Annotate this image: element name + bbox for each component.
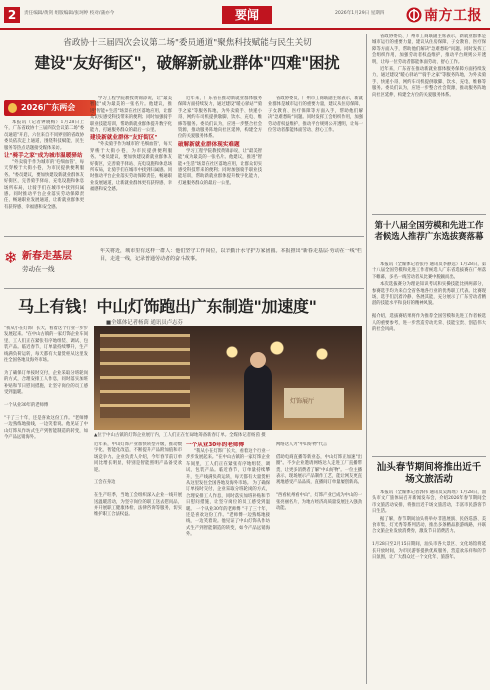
feature-left-col: "我从小在灯饰厂长大，看着这个行业一步步发展起来。"在中山古镇的一家灯饰企业车间里，工人们正在紧张有序地组装、调试、包装产品。临近春节，订单量持续攀升，生产线满负荷运转，每天都有大量货柜从这里发往全国各地及海外市场。 为了确保订单按时交付，企业采取分班轮岗的方式，合理安排工人作息，同时落实加班补贴和节日慰问措施，让坚守岗位的员工感受到温暖。 一个从业30年的老师傅 "干了三十年，还是喜欢这份工作。"老师傅一边熟练地接线，一边笑着说。他见证了中山灯饰从作坊式生产到智能制造的转变，如今产品远销海外。 [4, 326, 88, 440]
top-story-text1: "外卖骑手作为城市的'毛细血管'，每天穿梭于大街小巷，为市民提供便利服务。"委员建议，要加快建设新就业群体友好街区，完善骑手驿站、充电设施和休息场所布局，让骑手们在城市中找到归属感。同时推动平台企业落实劳动保障责任，畅通职业发展通道，让新就业群体更有获得感、幸福感和安全感。 [4, 160, 84, 210]
top-story-col4 [268, 96, 363, 232]
side-a-body [372, 262, 486, 452]
photo-label: 灯饰展厅 [290, 398, 315, 405]
vertical-divider [366, 34, 367, 684]
display-shelf [100, 334, 190, 418]
top-story-text2: 学习工程学院教授黄锦添说，让"最美智能"成为最美的一张名片。他建议，推进"智能+生活"场景在社区落地应用，让群众切实感受科技带来的便利；同时加强骑手职业技能培训，帮助新就业群体提升数字化能力，打通服务群众的最后一公里。 [90, 96, 172, 134]
trade-union-emblem-icon [406, 7, 422, 23]
top-story-sub1: 让"骑手之家"成为城市温暖驿站 [4, 153, 83, 160]
top-story-bottom-rule [4, 236, 364, 237]
feature-mid-text: "我从小在灯饰厂长大，看着这个行业一步步发展起来。"在中山古镇的一家灯饰企业车间里，工人们正在紧张有序地组装、调试、包装产品。临近春节，订单量持续攀升，生产线满负荷运转，每天都有大量货柜从这里发往全国各地及海外市场。 为了确保订单按时交付，企业采取分班轮岗的方式，合理安排工人作息，同时落实加班补贴和节日慰问措施，让坚守岗位的员工感受到温暖。 一个从业30年的老师傅 "干了三十年，还是喜欢这份工作。"老师傅一边熟练地接线，一边笑着说。他见证了中山灯饰从作坊式生产到智能制造的转变，如今产品远销海外。 [186, 449, 270, 538]
worker-head [250, 352, 266, 368]
brand-name: 南方工报 [424, 8, 482, 24]
lamp-cluster [202, 332, 352, 372]
top-story-sub2: 建设新就业群体"友好街区" [90, 135, 158, 142]
photo-caption: ▲位于中山古镇的灯饰企业展厅内，工人们正在忙碌地筹备新春订单。全媒体记者杨茵 摄 [94, 433, 266, 438]
top-story-text3b: 学习工程学院教授黄锦添说，让"最美智能"成为最美的一张名片。他建议，推进"智能+生活"场景在社区落地应用，让群众切实感受科技带来的便利；同时加强骑手职业技能培训，帮助新就业群体提升数字化能力，打通服务群众的最后一公里。 [178, 148, 262, 186]
side-a-text: 本次选拔赛分为理论知识考试和实操技能比拼两部分，参赛选手均为来自全省各地各行业的优秀职工代表。比赛现场，选手们沉着冷静、各展其能，充分展示了广东劳动者精湛的技能水平和良好的精神风貌。 据介绍，选拔赛结果将作为推荐全国劳模和先进工作者候选人的重要参考，进一步营造劳动光荣、技能宝贵、创造伟大的社会风尚。 [372, 282, 486, 333]
side-a-byline: 本报讯（全媒体记者张丹 通讯员李静远）1月28日，第十八届全国劳模和先进工作者候选人广东省选拔赛在广州落下帷幕，多名一线劳动者从比赛中脱颖而出。 [372, 262, 486, 280]
right-rail-top [372, 34, 486, 210]
banner-text: 2026广东两会 [21, 103, 76, 112]
page-header [0, 0, 490, 32]
right-rail-rule2 [372, 456, 486, 457]
top-story-text2b: "外卖骑手作为城市的'毛细血管'，每天穿梭于大街小巷，为市民提供便利服务。"委员建议，要加快建设新就业群体友好街区，完善骑手驿站、充电设施和休息场所布局，让骑手们在城市中找到归属感。同时推动平台企业落实劳动保障责任，畅通职业发展通道，让新就业群体更有获得感、幸福感和安全感。 [90, 142, 172, 193]
logo-line1: 新春走基层 [22, 251, 72, 262]
top-story-byline: 本报讯（记者钟晓梅）1月28日上午，广东省政协十三届四次会议第二场"委员通道"开启，六位来自不同界别的省政协委员依次走上通道，围绕科技赋能、民生服务等热点话题接受媒体采访。 [4, 120, 84, 151]
side-b-body [372, 490, 486, 686]
feature-sub1: 一个从业30年的老师傅 [186, 442, 245, 448]
top-story-col2 [90, 96, 172, 232]
feature-headline: 马上有钱！中山灯饰跑出广东制造"加速度" [18, 297, 317, 316]
feature-mid-col2 [186, 442, 270, 686]
two-sessions-banner [4, 100, 96, 116]
top-story-headline: 建设"友好街区"，破解新就业群体"四难"困扰 [34, 53, 340, 72]
top-story-col1 [4, 120, 84, 232]
logo-line2: 劳动在一线 [22, 265, 55, 273]
top-story-kicker: 省政协十三届四次会议第二场"委员通道"聚焦科技赋能与民生关切 [63, 38, 312, 48]
top-story-sub3: 破解新就业群体现实难题 [178, 141, 240, 148]
page-number: 2 [4, 7, 20, 23]
side-b-byline: 本报讯（全媒体记者郭伟 通讯员吴海瑶）1月28日，汕头市文广旅体局召开新闻发布会，介绍2026年春节期间全市文旅活动安排，将推出近千场文旅活动，丰富市民游客节日生活。 [372, 490, 486, 515]
snowflake-icon: ❄ [4, 248, 18, 267]
header-rule [0, 28, 490, 30]
feature-lead-rule [4, 288, 364, 289]
feature-column-logo [4, 242, 84, 282]
feature-mid-col3: 网络达人为"中山好物"代言 借助电商直播等新业态，中山灯饰正加速"出圈"。不少企业邀请网络达人走进工厂直播带货，让更多消费者了解"中山好物"。一位主播表示，现场展示产品制作工艺，能让网友更直观地感受产品品质，直播间订单量屡创新高。 "西看杭州看中山"，灯饰产业已成为中山的一张亮丽名片，为地方经济高质量发展注入强劲动能。 [276, 442, 362, 512]
right-rail-text: 省政协委员、广州市工商联副主席表示，新就业群体是城市运行的重要力量，建议从住房保障、子女教育、医疗保障等方面入手，帮助他们解决"急难愁盼"问题。同时发挥工会组织作用，加强劳动者权益维护，推动平台规则公开透明，让每一位劳动者都能体面劳动、舒心工作。 [372, 34, 486, 65]
feature-mid-col1: 近年来，中山灯饰产业加快转型升级，推动数字化、智能化改造，不断提升产品附加值和市场竞争力。企业负责人介绍，今年春节前订单同比增长明显，特别是智能照明产品备受欢迎。 工会在身边 在生产旺季，当地工会组织深入企业一线开展送温暖活动，为坚守岗位的职工送去慰问品，并开展职工健康体检、法律咨询等服务，切实维护职工合法权益。 [94, 442, 182, 518]
issue-date: 2026年1月29日 星期四 [335, 11, 385, 16]
right-rail-text2: 近年来，广东省在推动新就业群体服务保障方面持续发力，通过建设"暖心驿站""骑手之家"等服务阵地，为外卖骑手、快递小哥、网约车司机提供歇脚、饮水、充电、维修等服务。委员们认为，应进一步整合社会资源，推动服务阵地向社区延伸，构建全方位的关爱服务体系。 [372, 67, 486, 98]
side-b-text: 据了解，春节期间汕头将举办非遗展演、民俗巡游、美食市集、灯光秀等系列活动，推出多条精品旅游线路，并联合文旅企业发放消费券，激发节日消费活力。 1月28日至2月15日期间，汕头市各大景区、文化场馆将延长开放时间，为市民游客提供优质服务，营造欢乐祥和的节日氛围，让广大群众过一个文化年、旅游年。 [372, 516, 486, 561]
feature-byline: ■全媒体记者杨茵 通讯员卢志芬 [106, 320, 183, 326]
side-a-headline: 第十八届全国劳模和先进工作者候选人推荐广东选拔赛落幕 [374, 220, 484, 241]
top-story-text3: 近年来，广东省在推动新就业群体服务保障方面持续发力，通过建设"暖心驿站""骑手之家"等服务阵地，为外卖骑手、快递小哥、网约车司机提供歇脚、饮水、充电、维修等服务。委员们认为，应进一步整合社会资源，推动服务阵地向社区延伸，构建全方位的关爱服务体系。 [178, 96, 262, 140]
feature-lead: 年关将近，城市里有这样一群人：他们坚守工作岗位，以辛勤汗水守护万家团圆。本报推出"新春走基层·劳动在一线"栏目，走进一线，记录普通劳动者的奋斗故事。 [100, 248, 362, 262]
side-b-headline: 汕头春节期间将推出近千场文旅活动 [376, 462, 482, 485]
top-story-col3 [178, 96, 262, 232]
feature-photo [94, 326, 362, 430]
lantern-icon [8, 103, 17, 113]
worker-figure [244, 364, 272, 430]
editor-line: 责任编辑/黄剑 组版编辑/张珂婷 校对/蒲亦今 [24, 11, 115, 16]
top-story-text4: 省政协委员、广州市工商联副主席表示，新就业群体是城市运行的重要力量，建议从住房保障、子女教育、医疗保障等方面入手，帮助他们解决"急难愁盼"问题。同时发挥工会组织作用，加强劳动者权益维护，推动平台规则公开透明，让每一位劳动者都能体面劳动、舒心工作。 [268, 96, 363, 134]
right-rail-rule1 [372, 214, 486, 215]
section-label: 要闻 [222, 6, 272, 24]
